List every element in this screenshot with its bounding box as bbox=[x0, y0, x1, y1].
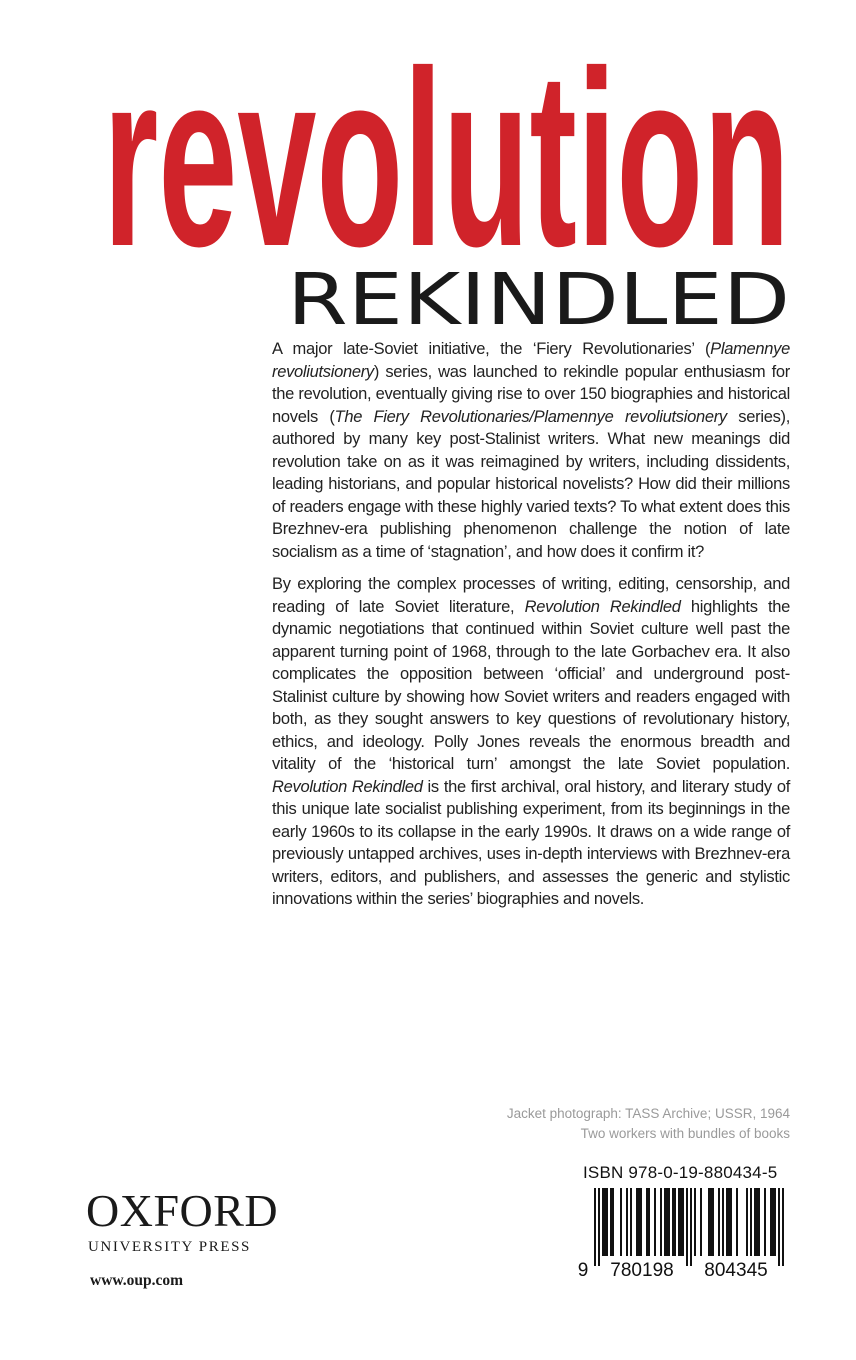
barcode-bar bbox=[606, 1188, 608, 1256]
barcode-bar bbox=[722, 1188, 724, 1256]
isbn-label: ISBN 978-0-19-880434-5 bbox=[583, 1163, 778, 1182]
barcode-bar bbox=[712, 1188, 714, 1256]
barcode-bar bbox=[610, 1188, 612, 1256]
italic-title: Plamennye revoliutsionery bbox=[272, 340, 790, 381]
barcode-bar bbox=[778, 1188, 780, 1266]
barcode-bar bbox=[718, 1188, 720, 1256]
caption-line-1: Jacket photograph: TASS Archive; USSR, 1964 bbox=[506, 1106, 790, 1121]
cover-title bbox=[0, 0, 856, 336]
barcode-bar bbox=[750, 1188, 752, 1256]
barcode-bar bbox=[754, 1188, 756, 1256]
title-sub: REKINDLED bbox=[287, 258, 790, 336]
barcode-bar bbox=[604, 1188, 606, 1256]
barcode-bar bbox=[648, 1188, 650, 1256]
blurb-text: series), authored by many key post-Stalinist writers. What new meanings did revolution take on as it was reimagined by writers, including dissidents, leading historians, and popular historical novelists? How did their millions of readers engage with these highly varied texts? To what extent does this Brezhnev-era publishing phenomenon challenge the notion of late socialism as a time of ‘stagnation’, and how does it confirm it? bbox=[272, 407, 791, 561]
barcode-bar bbox=[736, 1188, 738, 1256]
blurb-text: highlights the dynamic negotiations that continued within Soviet culture well past the apparent turning point of 1968, through to the late Gorbachev era. It also complicates the opposition between ‘official’ and underground post-Stalinist culture by showing how Soviet writers and readers engaged with both, as they sought answers to key questions of revolutionary history, ethics, and ideology. Polly Jones reveals the enormous breadth and vitality of the ‘historical turn’ amongst the late Soviet population. bbox=[272, 597, 790, 773]
barcode-bar bbox=[700, 1188, 702, 1256]
publisher-logo: OXFORD bbox=[86, 1185, 279, 1236]
barcode-bar bbox=[770, 1188, 772, 1256]
barcode-bar bbox=[680, 1188, 682, 1256]
barcode-bar bbox=[640, 1188, 642, 1256]
barcode-bar bbox=[630, 1188, 632, 1256]
barcode-bar bbox=[620, 1188, 622, 1256]
barcode-bar bbox=[678, 1188, 680, 1256]
barcode-bar bbox=[612, 1188, 614, 1256]
blurb-text: By exploring the complex processes of writing, editing, censorship, and reading of late Soviet literature, bbox=[272, 575, 790, 616]
barcode-bar bbox=[654, 1188, 656, 1256]
blurb bbox=[272, 338, 790, 921]
barcode-digits: 804345 bbox=[704, 1260, 768, 1280]
barcode-bar bbox=[708, 1188, 710, 1256]
title-main: revolution bbox=[103, 19, 790, 298]
barcode-bar bbox=[726, 1188, 728, 1256]
barcode-bar bbox=[686, 1188, 688, 1266]
barcode-bar bbox=[728, 1188, 730, 1256]
italic-title: Revolution Rekindled bbox=[272, 777, 423, 796]
barcode-bar bbox=[672, 1188, 674, 1256]
barcode-bar bbox=[626, 1188, 628, 1256]
blurb-text: A major late-Soviet initiative, the ‘Fiery Revolutionaries’ ( bbox=[272, 340, 711, 358]
barcode-bar bbox=[758, 1188, 760, 1256]
barcode-bar bbox=[664, 1188, 666, 1256]
barcode-bar bbox=[764, 1188, 766, 1256]
barcode-bar bbox=[782, 1188, 784, 1266]
jacket-caption bbox=[507, 1104, 790, 1144]
barcode-bar bbox=[772, 1188, 774, 1256]
barcode bbox=[576, 1188, 790, 1280]
blurb-text: ) series, was launched to rekindle popular enthusiasm for the revolution, eventually giving rise to over 150 biographies and historical novels ( bbox=[272, 362, 790, 426]
blurb-text: is the first archival, oral history, and literary study of this unique late socialist publishing experiment, from its beginnings in the early 1960s to its collapse in the early 1990s. It draws on a wide range of previously untapped archives, uses in-depth interviews with Brezhnev-era writers, editors, and publishers, and assesses the generic and stylistic innovations within the series’ biographies and novels. bbox=[272, 777, 790, 908]
caption-line-2: Two workers with bundles of books bbox=[580, 1126, 790, 1141]
barcode-bar bbox=[690, 1188, 692, 1266]
barcode-bar bbox=[694, 1188, 696, 1256]
barcode-bar bbox=[746, 1188, 748, 1256]
italic-title: The Fiery Revolutionaries/Plamennye revoliutsionery bbox=[334, 407, 727, 426]
barcode-bar bbox=[668, 1188, 670, 1256]
publisher-url[interactable]: www.oup.com bbox=[90, 1272, 184, 1289]
barcode-bar bbox=[730, 1188, 732, 1256]
barcode-bar bbox=[774, 1188, 776, 1256]
barcode-digits: 780198 bbox=[610, 1260, 674, 1280]
blurb-paragraph-2 bbox=[272, 573, 790, 911]
barcode-bar bbox=[756, 1188, 758, 1256]
barcode-bar bbox=[638, 1188, 640, 1256]
barcode-bar bbox=[636, 1188, 638, 1256]
barcode-bar bbox=[682, 1188, 684, 1256]
barcode-bar bbox=[666, 1188, 668, 1256]
barcode-bar bbox=[598, 1188, 600, 1266]
blurb-paragraph-1 bbox=[272, 338, 790, 563]
barcode-bar bbox=[660, 1188, 662, 1256]
barcode-bar bbox=[710, 1188, 712, 1256]
barcode-bar bbox=[594, 1188, 596, 1266]
barcode-digits: 9 bbox=[577, 1260, 589, 1280]
barcode-bar bbox=[646, 1188, 648, 1256]
publisher-sub: UNIVERSITY PRESS bbox=[88, 1239, 251, 1255]
barcode-bar bbox=[602, 1188, 604, 1256]
barcode-bar bbox=[674, 1188, 676, 1256]
italic-title: Revolution Rekindled bbox=[524, 597, 681, 616]
